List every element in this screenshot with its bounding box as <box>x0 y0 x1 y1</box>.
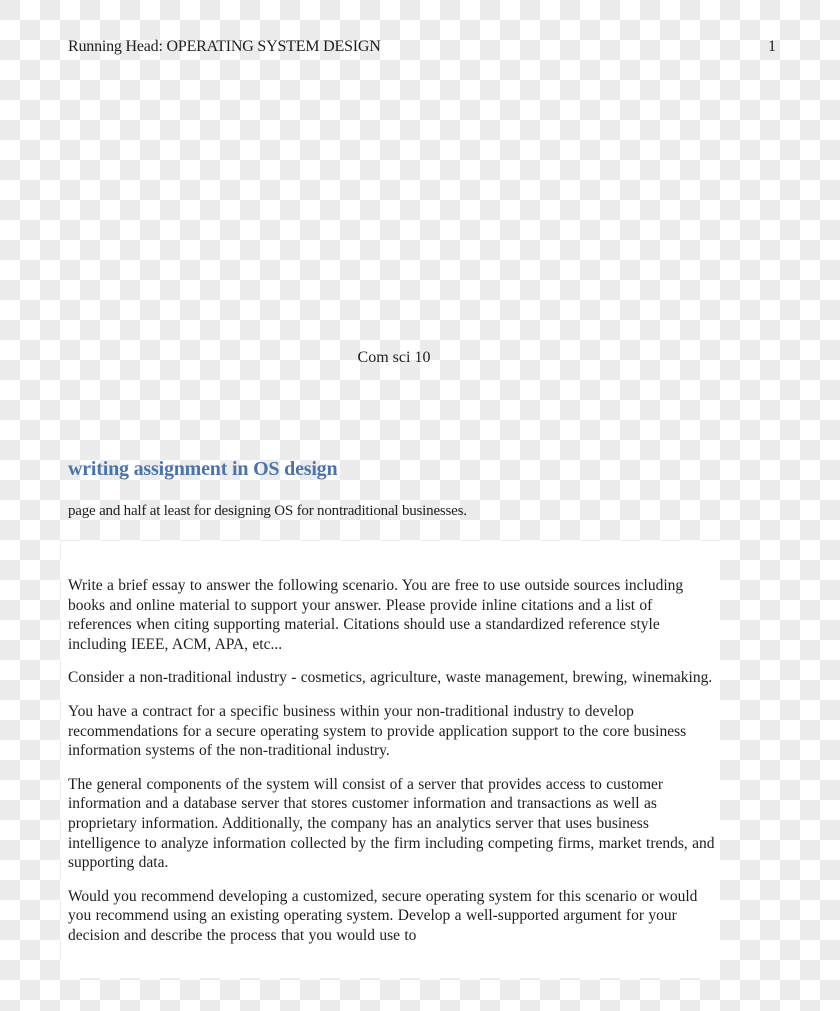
prompt-paragraph-industry: Consider a non-traditional industry - cosmetics, agriculture, waste management, brewing, winemaking. <box>68 669 713 687</box>
prompt-text <box>68 576 718 960</box>
prompt-paragraph-recommendation: Would you recommend developing a customized, secure operating system for this scenario or would you recommend using an existing operating system. Develop a well-supported argument for your decision and describe the process that you would use to <box>68 887 698 944</box>
running-head: Running Head: OPERATING SYSTEM DESIGN <box>68 38 381 55</box>
prompt-paragraph-components: The general components of the system will consist of a server that provides access to customer information and a database server that stores customer information and transactions as well as proprietary information. Additionally, the company has an analytics server that uses business intelligence to analyze information collected by the firm including competing firms, market trends, and supporting data. <box>68 775 715 872</box>
assignment-heading: writing assignment in OS design <box>68 458 338 480</box>
page-number: 1 <box>768 38 776 55</box>
prompt-paragraph-instructions: Write a brief essay to answer the following scenario. You are free to use outside sources including books and online material to support your answer. Please provide inline citations and a list of references when citing supporting material. Citations should use a standardized reference style including IEEE, ACM, APA, etc... <box>68 577 684 653</box>
course-title: Com sci 10 <box>357 349 431 366</box>
prompt-paragraph-contract: You have a contract for a specific business within your non-traditional industry to develop recommendations for a secure operating system to provide application support to the core business information systems of the non-traditional industry. <box>68 702 687 760</box>
assignment-subtitle: page and half at least for designing OS for nontraditional businesses. <box>68 503 467 519</box>
